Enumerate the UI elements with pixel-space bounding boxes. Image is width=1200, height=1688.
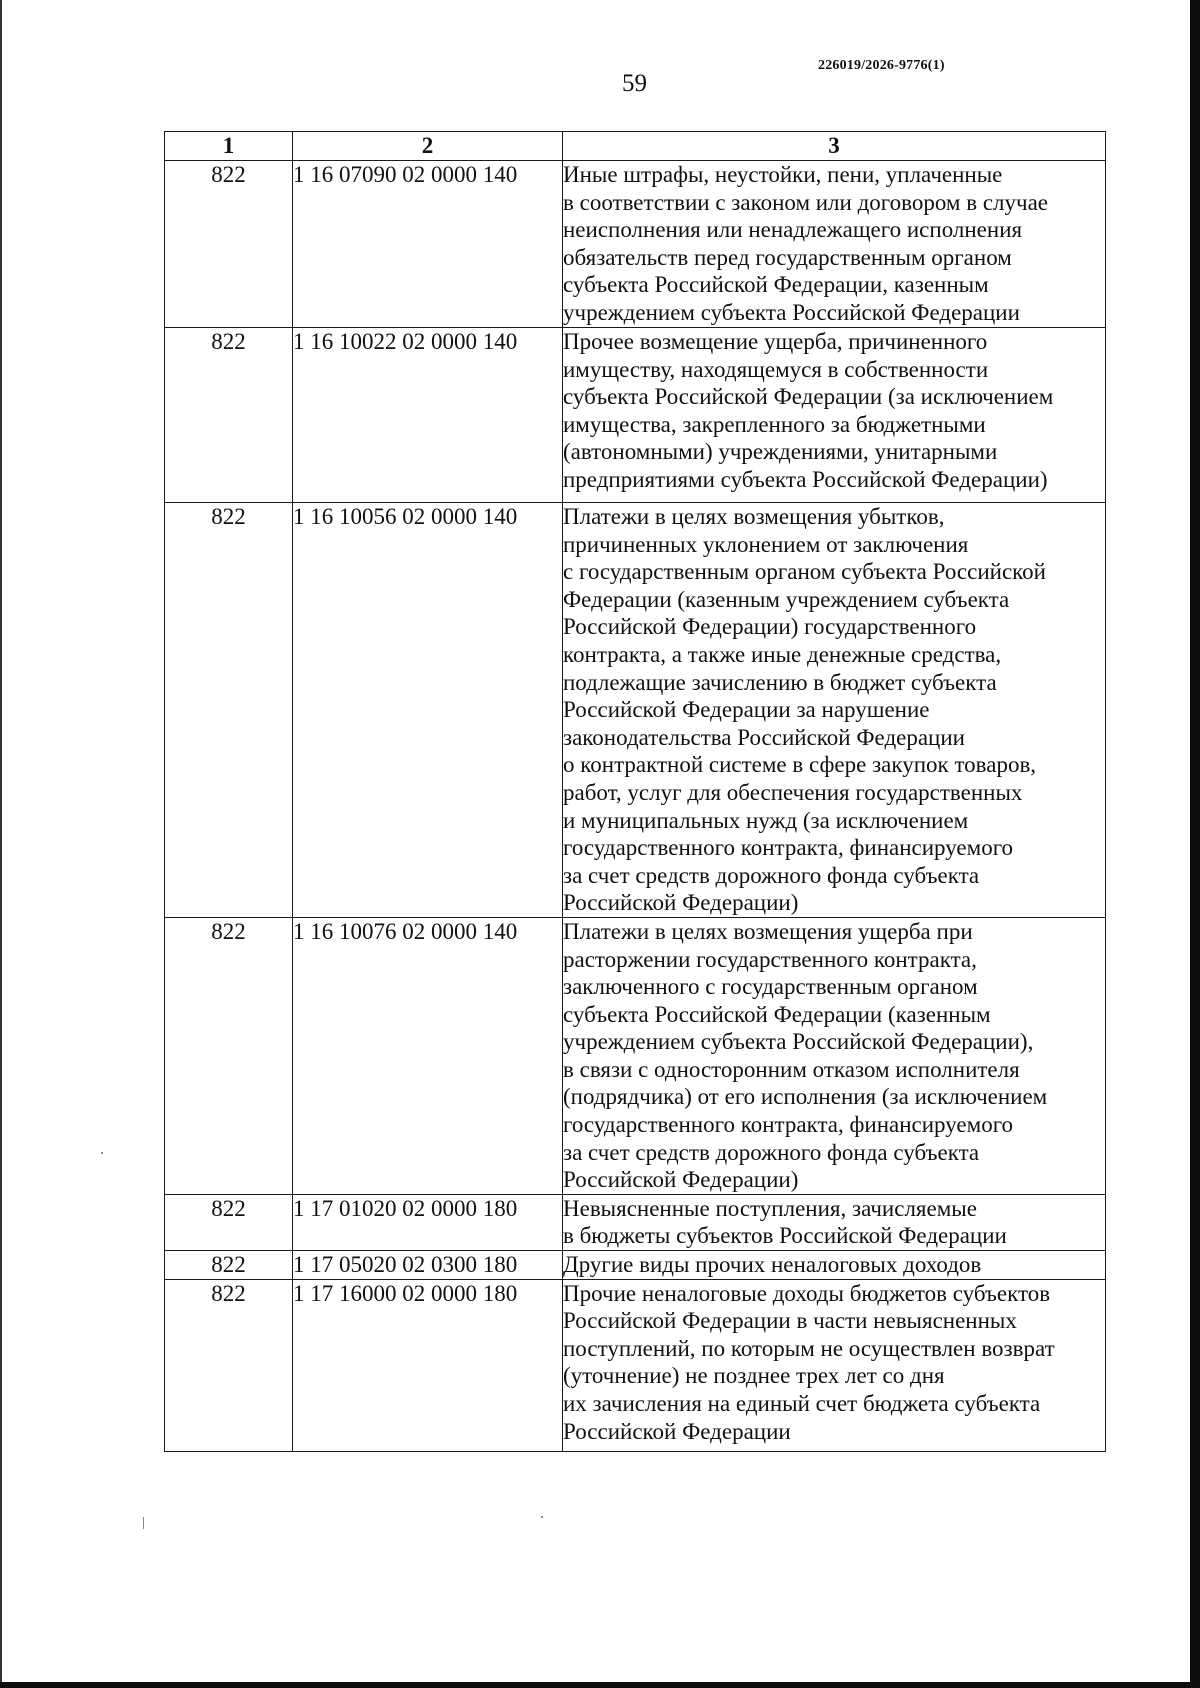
description-line: причиненных уклонением от заключения (563, 531, 969, 557)
table-row (165, 1194, 1106, 1250)
description-line: Российской Федерации в части невыясненных (563, 1308, 1017, 1334)
description-line: Другие виды прочих неналоговых доходов (563, 1252, 982, 1278)
description-line: субъекта Российской Федерации (казенным (563, 1001, 991, 1027)
description-line: государственного контракта, финансируемого (563, 835, 1014, 861)
description-line: их зачисления на единый счет бюджета субъекта (563, 1391, 1041, 1416)
description-line: учреждением субъекта Российской Федерации (563, 299, 1020, 325)
description-line: Иные штрафы, неустойки, пени, уплаченные (563, 162, 1003, 187)
description-line: имущества, закрепленного за бюджетными (563, 411, 986, 437)
description-line: субъекта Российской Федерации (за исключением (563, 384, 1054, 410)
description-cell (563, 917, 1106, 1194)
admin-code-cell: 822 (165, 503, 293, 918)
description-line: за счет средств дорожного фонда субъекта (563, 862, 980, 888)
scan-speck (143, 1517, 144, 1529)
description-line: (подрядчика) от его исполнения (за исключением (563, 1084, 1048, 1110)
description-line: в бюджеты субъектов Российской Федерации (563, 1223, 1007, 1249)
revenue-code-cell: 1 17 16000 02 0000 180 (293, 1279, 563, 1451)
description-line: Прочие неналоговые доходы бюджетов субъектов (563, 1280, 1051, 1306)
page-number: 59 (622, 70, 647, 97)
description-line: Прочее возмещение ущерба, причиненного (563, 329, 988, 354)
document-number: 226019/2026-9776(1) (818, 58, 945, 73)
admin-code-cell: 822 (165, 1194, 293, 1250)
description-line: (уточнение) не позднее трех лет со дня (563, 1363, 945, 1389)
description-line: обязательств перед государственным органом (563, 244, 1012, 270)
description-line: законодательства Российской Федерации (563, 724, 965, 750)
description-line: подлежащие зачислению в бюджет субъекта (563, 669, 997, 695)
description-cell (563, 161, 1106, 328)
admin-code-cell: 822 (165, 1251, 293, 1280)
table-row (165, 917, 1106, 1194)
description-line: Платежи в целях возмещения убытков, (563, 504, 945, 529)
description-cell (563, 1194, 1106, 1250)
revenue-code-cell: 1 16 10076 02 0000 140 (293, 917, 563, 1194)
table-header (165, 132, 1106, 161)
revenue-code-cell: 1 17 05020 02 0300 180 (293, 1251, 563, 1280)
header-col-description: 3 (563, 132, 1106, 161)
description-line: субъекта Российской Федерации, казенным (563, 272, 989, 298)
table-row (165, 1279, 1106, 1451)
description-line: поступлений, по которым не осуществлен возврат (563, 1335, 1055, 1361)
revenue-code-cell: 1 16 10022 02 0000 140 (293, 328, 563, 503)
revenue-code-table (164, 131, 1106, 1452)
description-cell (563, 1279, 1106, 1451)
description-cell (563, 328, 1106, 503)
admin-code-cell: 822 (165, 1279, 293, 1451)
admin-code-cell: 822 (165, 917, 293, 1194)
admin-code-cell: 822 (165, 161, 293, 328)
description-line: о контрактной системе в сфере закупок товаров, (563, 752, 1037, 778)
description-line: Федерации (казенным учреждением субъекта (563, 586, 1010, 612)
description-line: Невыясненные поступления, зачисляемые (563, 1195, 977, 1221)
description-line: (автономными) учреждениями, унитарными (563, 439, 998, 465)
description-line: работ, услуг для обеспечения государственных (563, 779, 1023, 805)
scan-edge-bottom (0, 1682, 1200, 1688)
description-line: за счет средств дорожного фонда субъекта (563, 1139, 980, 1165)
scan-edge-right (1190, 0, 1200, 1688)
revenue-code-cell: 1 16 07090 02 0000 140 (293, 161, 563, 328)
table-row (165, 503, 1106, 918)
description-line: с государственным органом субъекта Российской (563, 559, 1046, 585)
description-line: в связи с односторонним отказом исполнителя (563, 1056, 1020, 1082)
description-line: контракта, а также иные денежные средства, (563, 641, 1002, 667)
table-row (165, 161, 1106, 328)
description-line: Российской Федерации за нарушение (563, 697, 930, 723)
description-line: государственного контракта, финансируемого (563, 1112, 1014, 1138)
header-row (165, 132, 1106, 161)
description-line: Российской Федерации) (563, 890, 799, 916)
scan-speck (101, 1152, 103, 1154)
description-cell (563, 1251, 1106, 1280)
revenue-code-cell: 1 16 10056 02 0000 140 (293, 503, 563, 918)
description-line: неисполнения или ненадлежащего исполнения (563, 217, 1023, 243)
description-line: Российской Федерации (563, 1418, 791, 1444)
table-body (165, 161, 1106, 1452)
description-line: в соответствии с законом или договором в случае (563, 189, 1049, 215)
description-line: заключенного с государственным органом (563, 974, 978, 1000)
revenue-code-cell: 1 17 01020 02 0000 180 (293, 1194, 563, 1250)
description-line: предприятиями субъекта Российской Федерации) (563, 466, 1048, 492)
scan-speck (541, 1516, 543, 1518)
description-line: расторжении государственного контракта, (563, 946, 977, 972)
header-col-code: 2 (293, 132, 563, 161)
table-row (165, 1251, 1106, 1280)
description-line: учреждением субъекта Российской Федерации), (563, 1029, 1034, 1055)
scan-edge-left (0, 0, 2, 1688)
description-line: имуществу, находящемуся в собственности (563, 356, 989, 382)
description-line: Российской Федерации) государственного (563, 614, 977, 640)
header-col-admin: 1 (165, 132, 293, 161)
admin-code-cell: 822 (165, 328, 293, 503)
description-cell (563, 503, 1106, 918)
description-line: Платежи в целях возмещения ущерба при (563, 918, 973, 944)
table-row (165, 328, 1106, 503)
description-line: Российской Федерации) (563, 1167, 799, 1193)
description-line: и муниципальных нужд (за исключением (563, 807, 969, 833)
